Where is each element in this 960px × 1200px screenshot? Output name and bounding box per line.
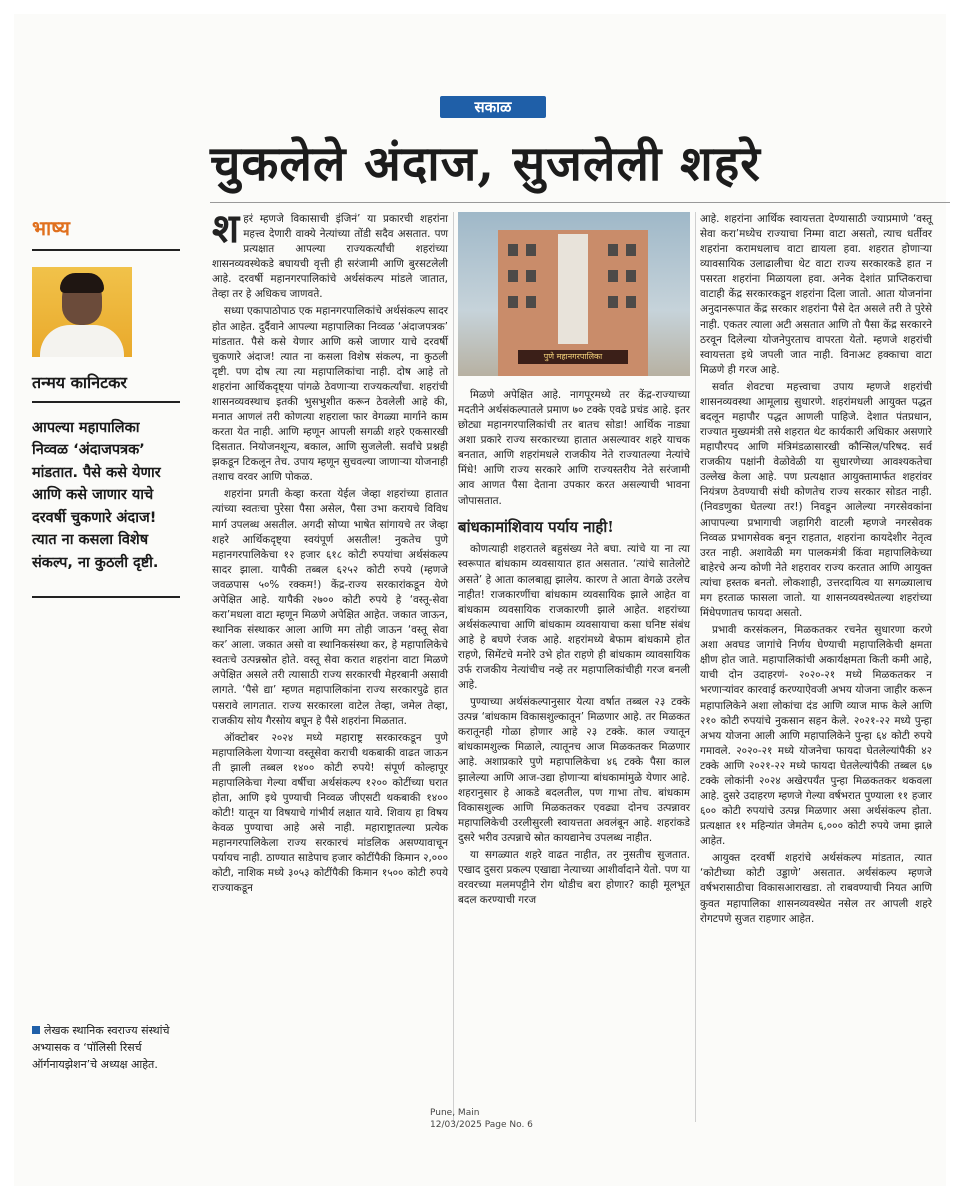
author-photo <box>32 267 132 357</box>
drop-cap: श <box>212 205 240 252</box>
paragraph: सर्वात शेवटचा महत्त्वाचा उपाय म्हणजे शहरांची शासनव्यवस्था आमूलाग्र सुधारणे. शहरांमधली आयुक्त पद्धत बदलून महापौर पद्धत आणली पाहिजे. देशात पंतप्रधान, राज्यात मुख्यमंत्री तसे शहरात थेट कार्यकारी अधिकार असणारे महापौरपद आणि मंत्रिमंडळासारखी कौन्सिल/परिषद. सर्व राजकीय पक्षांनी वेळोवेळी या सुधारणेच्या आवश्यकतेचा उल्लेख केला आहे. पण प्रत्यक्षात आयुक्तामार्फत शहरांवर नियंत्रण ठेवण्याची संधी कोणतेच राज्य सरकार सोडत नाही. (निवडणुका घेतल्या तर!) निवडून आलेल्या नगरसेवकांना आपापल्या प्रभागाची जहागिरी वाटली म्हणजे नगरसेवक निव्वळ प्रभागसेवक बनून राहतात, शहरांना कायदेशीर नेतृत्व उरत नाही. अशावेळी मग पालकमंत्री किंवा महापालिकेच्या बाहेरचे अन्य कोणी नेते शहरावर राज्य करतात आणि आयुक्त त्यांचा हस्तक बनतो. लोकशाही, उत्तरदायित्व या सगळ्यालाच मग हरताळ फासला जातो. या शासनव्यवस्थेतल्या शहरांच्या मिंधेपणातच फायदा असतो. <box>700 380 932 620</box>
page-footer <box>430 1108 533 1131</box>
divider <box>210 202 950 203</box>
divider <box>32 596 180 598</box>
author-name: तन्मय कानिटकर <box>32 373 127 392</box>
paragraph: हरं म्हणजे विकासाची इंजिनं’ या प्रकारची शहरांना महत्त्व देणारी वाक्ये नेत्यांच्या तोंडी सदैव असतात. पण प्रत्यक्षात आपल्या राज्यकर्त्यांची शहरांच्या शासनव्यवस्थेकडे बघायची वृत्ती ही सरंजामी आणि बुरसटलेली आहे. दरवर्षी महानगरपालिकांचे अर्थसंकल्प मांडले जातात, तेव्हा तर हे अधिकच जाणवते. <box>212 213 448 301</box>
column-rule <box>695 212 696 1122</box>
bio-text: लेखक स्थानिक स्वराज्य संस्थांचे अभ्यासक व ‘पॉलिसी रिसर्च ऑर्गनायझेशन’चे अध्यक्ष आहेत. <box>32 1024 170 1072</box>
column-rule <box>453 212 454 1122</box>
paragraph: ऑक्टोबर २०२४ मध्ये महाराष्ट्र सरकारकडून पुणे महापालिकेला येणाऱ्या वस्तूसेवा कराची थकबाकी वाढत जाऊन ती झाली तब्बल १४०० कोटी रुपये! संपूर्ण कोल्हापूर महापालिकेचा गेल्या वर्षीचा अर्थसंकल्प १२०० कोटींच्या घरात होता, आणि इथे पुण्याची निव्वळ जीएसटी थकबाकी १४०० कोटी! यातून या विषयाचे गांभीर्य लक्षात यावे. शिवाय हा विषय केवळ पुण्याचा आहे असे नाही. महाराष्ट्रातल्या प्रत्येक महानगरपालिकेला राज्य सरकारचं मांडलिक असण्यावाचून पर्यायच नाही. ठाण्यात साडेपाच हजार कोटींपैकी किमान २,००० कोटी, नाशिक मध्ये ३०५३ कोटींपैकी किमान १५०० कोटी रुपये राज्याकडून <box>212 731 448 895</box>
paragraph: आहे. शहरांना आर्थिक स्वायत्तता देण्यासाठी ज्याप्रमाणे ‘वस्तू सेवा करा’मध्येच राज्याचा निम्मा वाटा असतो, त्याच धर्तीवर शहरांना करामधलाच वाटा द्यायला हवा. शहरात होणाऱ्या व्यावसायिक उलाढालीचा थेट वाटा राज्य सरकारकडे हात न पसरता शहरांना मिळायला हवा. अनेक देशांत प्राप्तिकराचा वाटाही केंद्र सरकारकडून शहरांना दिला जातो. आता योजनांना अनुदानरूपात केंद्र सरकार शहरांना पैसे देत असले तरी ते पुरेसे नाही. एकतर त्याला अटी असतात आणि तो पैसा केंद्र सरकारने ठरवून दिलेल्या योजनेपुरताच वापरता येतो. म्हणजे शहरांची स्वायत्तता इथे जपली जात नाही. विनाअट हक्काचा वाटा मिळणे ही गरज आहे. <box>700 213 932 376</box>
section-label: भाष्य <box>32 216 70 240</box>
divider <box>32 401 180 403</box>
building-sign: पुणे महानगरपालिका <box>518 350 628 364</box>
author-bio <box>32 1022 182 1073</box>
article-column-2 <box>458 212 690 910</box>
sidebar <box>32 208 180 598</box>
headline: चुकलेले अंदाज, सुजलेली शहरे <box>210 136 761 192</box>
paragraph: पुण्याच्या अर्थसंकल्पानुसार येत्या वर्षात तब्बल २३ टक्के उत्पन्न ‘बांधकाम विकासशुल्कातून’ मिळणार आहे. तर मिळकत करातूनही गोळा होणार आहे २३ टक्के. काल ज्यातून बांधकामशुल्क मिळाले, त्यातूनच आज मिळकतकर मिळणार आहे. अशाप्रकारे पुणे महापालिकेचा ४६ टक्के पैसा काल झालेल्या आणि आज-उद्या होणाऱ्या बांधकामांमुळे येणार आहे. शहरानुसार हे आकडे बदलतील, पण गाभा तोच. बांधकाम विकासशुल्क आणि मिळकतकर एवढ्या दोनच उत्पन्नावर महापालिकेची उरलीसुरली स्वायत्तता अवलंबून आहे. शहरांकडे दुसरे भरीव उत्पन्नाचे स्रोत कायद्यानेच उपलब्ध नाहीत. <box>458 696 690 844</box>
paragraph: कोणत्याही शहरातले बहुसंख्य नेते बघा. त्यांचे या ना त्या स्वरूपात बांधकाम व्यवसायात हात असतात. ‘त्यांचे सातेलोटे असते’ हे आता कालबाह्य झालेय. कारण ते आता वेगळे उरलेच नाहीत! राजकारणींचा बांधकाम व्यवसायिक झाले आहेत वा बांधकाम व्यवसायिक राजकारणी झाले आहेत. शहरांच्या अर्थसंकल्पाचा आणि बांधकाम व्यवसायाचा कसा घनिष्ट संबंध आहे हे बघणे रंजक आहे. शहरांमध्ये बेफाम बांधकामे होत राहणे, सिमेंटचे मनोरे उभे होत राहणे ही बांधकाम व्यावसायिक उर्फ राजकीय नेत्यांचीच नव्हे तर महापालिकांचीही गरज बनली आहे. <box>458 543 690 692</box>
paragraph: मिळणे अपेक्षित आहे. नागपूरमध्ये तर केंद्र-राज्याच्या मदतीने अर्थसंकल्पातले प्रमाण ७० टक्के एवढे प्रचंड आहे. इतर छोट्या महानगरपालिकांची तर बातच सोडा! आर्थिक नाड्या अशा प्रकारे राज्य सरकारच्या हातात असल्यावर शहरे याचक बनतात, आणि शहरांमधले राजकीय नेते राज्यातल्या नेत्यांचे मिंधे! आणि राज्य सरकारे आणि राज्यस्तरीय नेते सरंजामी आव आणत पैसा देताना उपकार करत असल्याची भावना जोपासतात. <box>458 389 690 507</box>
edition-label: Pune, Main <box>430 1108 480 1118</box>
sakal-logo: सकाळ <box>440 96 546 118</box>
subheading: बांधकामांशिवाय पर्याय नाही! <box>458 517 614 536</box>
date-page-label: 12/03/2025 Page No. 6 <box>430 1119 533 1130</box>
article-column-3 <box>700 212 932 929</box>
pull-quote: आपल्या महापालिका निव्वळ ‘अंदाजपत्रक’ मांडतात. पैसे कसे येणार आणि कसे जाणार याचे दरवर्षी चुकणारे अंदाज! त्यात ना कसला विशेष संकल्प, ना कुठली दृष्टी. <box>32 420 161 571</box>
article-column-1 <box>212 205 448 899</box>
paragraph: सध्या एकापाठोपाठ एक महानगरपालिकांचे अर्थसंकल्प सादर होत आहेत. दुर्दैवाने आपल्या महापालिका निव्वळ ‘अंदाजपत्रक’ मांडतात. पैसे कसे येणार आणि कसे जाणार याचे दरवर्षी चुकणारे अंदाज! त्यात ना कसला विशेष संकल्प, ना कुठली दृष्टी. पण दोष त्या त्या महापालिकांचा नाही. दोष आहे तो शहरांना आर्थिकदृष्ट्या पांगळे ठेवणाऱ्या राज्यकर्त्यांचा. शहरांची शासनव्यवस्थाच इतकी भुसभुशीत करून ठेवलेली आहे की, मनात आणलं तरी कोणत्या शहराला फार वेगळ्या मार्गाने काम करता येत नाही. आणि म्हणून आपली सगळी शहरे एकसारखी दिसतात. नियोजनशून्य, बकाल, आणि सुजलेली. सर्वांचे प्रश्नही झकडून टिकलून तेच. उपाय म्हणून सुचवल्या जाणाऱ्या योजनाही तशाच वरवर आणि पोकळ. <box>212 305 448 484</box>
bullet-square-icon <box>32 1026 40 1034</box>
divider <box>32 249 180 251</box>
paragraph: प्रभावी करसंकलन, मिळकतकर रचनेत सुधारणा करणे अशा अवघड जागांचे निर्णय घेण्याची महापालिकेची क्षमता क्षीण होत जाते. महापालिकांची अकार्यक्षमता किती कमी आहे, याची दोन उदाहरणं- २०२०-२१ मध्ये मिळकतकर न भरणाऱ्यांवर कारवाई करण्याऐवजी अभय योजना जाहीर करून महापालिकेने अशा लोकांचा दंड आणि व्याज माफ केले आणि २१० कोटी रुपयांचे नुकसान सहन केले. २०२१-२२ मध्ये पुन्हा अभय योजना आली आणि महापालिकेने पुन्हा ६४ कोटी रुपये गमावले. २०२०-२१ मध्ये योजनेचा फायदा घेतलेल्यांपैकी ४२ टक्के आणि २०२१-२२ मध्ये फायदा घेतलेल्यांपैकी तब्बल ६७ टक्के लोकांनी २०२४ अखेरपर्यंत पुन्हा मिळकतकर थकवला आहे. दुसरे उदाहरण म्हणजे गेल्या वर्षभरात पुण्याला ११ हजार ६०० कोटी रुपयांचे उत्पन्न मिळणार असा अर्थसंकल्प होता. प्रत्यक्षात ११ महिन्यांत जेमतेम ६,००० कोटी रुपये जमा झाले आहेत. <box>700 624 932 848</box>
paragraph: शहरांना प्रगती केव्हा करता येईल जेव्हा शहरांच्या हातात त्यांच्या स्वतःचा पुरेसा पैसा असेल, पैसा उभा करायचे विविध मार्ग उपलब्ध असतील. अगदी सोप्या भाषेत सांगायचे तर जेव्हा शहरे आर्थिकदृष्ट्या स्वयंपूर्ण असतील! नुकतेच पुणे महानगरपालिकेचा १२ हजार ६१८ कोटी रुपयांचा अर्थसंकल्प सादर झाला. यापैकी तब्बल ६२५२ कोटी रुपये (म्हणजे जवळपास ५०% रक्कम!) केंद्र-राज्य सरकारांकडून येणे अपेक्षित आहे. यापैकी २७०० कोटी रुपये हे ‘वस्तू-सेवा करा’मधला वाटा म्हणून मिळणे अपेक्षित आहेत. जकात जाऊन, स्थानिक संस्थाकर आला आणि मग तोही जाऊन ‘वस्तू सेवा कर’ आला. जकात असो वा स्थानिकसंस्था कर, हे महापालिकेचे स्वतःचे उत्पन्नस्रोत होते. वस्तू सेवा करात शहरांना वाटा मिळणे अपेक्षित असले तरी त्यासाठी राज्य सरकारची मेहरबानी असावी लागते. ‘पैसे द्या’ म्हणत महापालिकांना राज्य सरकारपुढे हात पसरावे लागतात. राज्य सरकारला वाटेल तेव्हा, जमेल तेव्हा, राजकीय सोय गैरसोय बघून हे पैसे शहरांना मिळतात. <box>212 488 448 727</box>
paragraph: आयुक्त दरवर्षी शहरांचे अर्थसंकल्प मांडतात, त्यात ‘कोटीच्या कोटी उड्डाणे’ असतात. अर्थसंकल्प म्हणजे वर्षभरासाठीचा विकासआराखडा. तो राबवण्याची नियत आणि कुवत महापालिका शासनव्यवस्थेत नसेल तर आपली शहरे रोगटपणे सुजत राहणार आहेत. <box>700 852 932 925</box>
paragraph: या सगळ्यात शहरे वाढत नाहीत, तर नुसतीच सुजतात. एखाद दुसरा प्रकल्प एखाद्या नेत्याच्या आशीर्वादाने येतो. पण या वरवरच्या मलमपट्टीने रोग थोडीच बरा होणार? काही मूलभूत बदल करण्याची गरज <box>458 848 691 907</box>
municipal-building-photo <box>458 212 690 376</box>
